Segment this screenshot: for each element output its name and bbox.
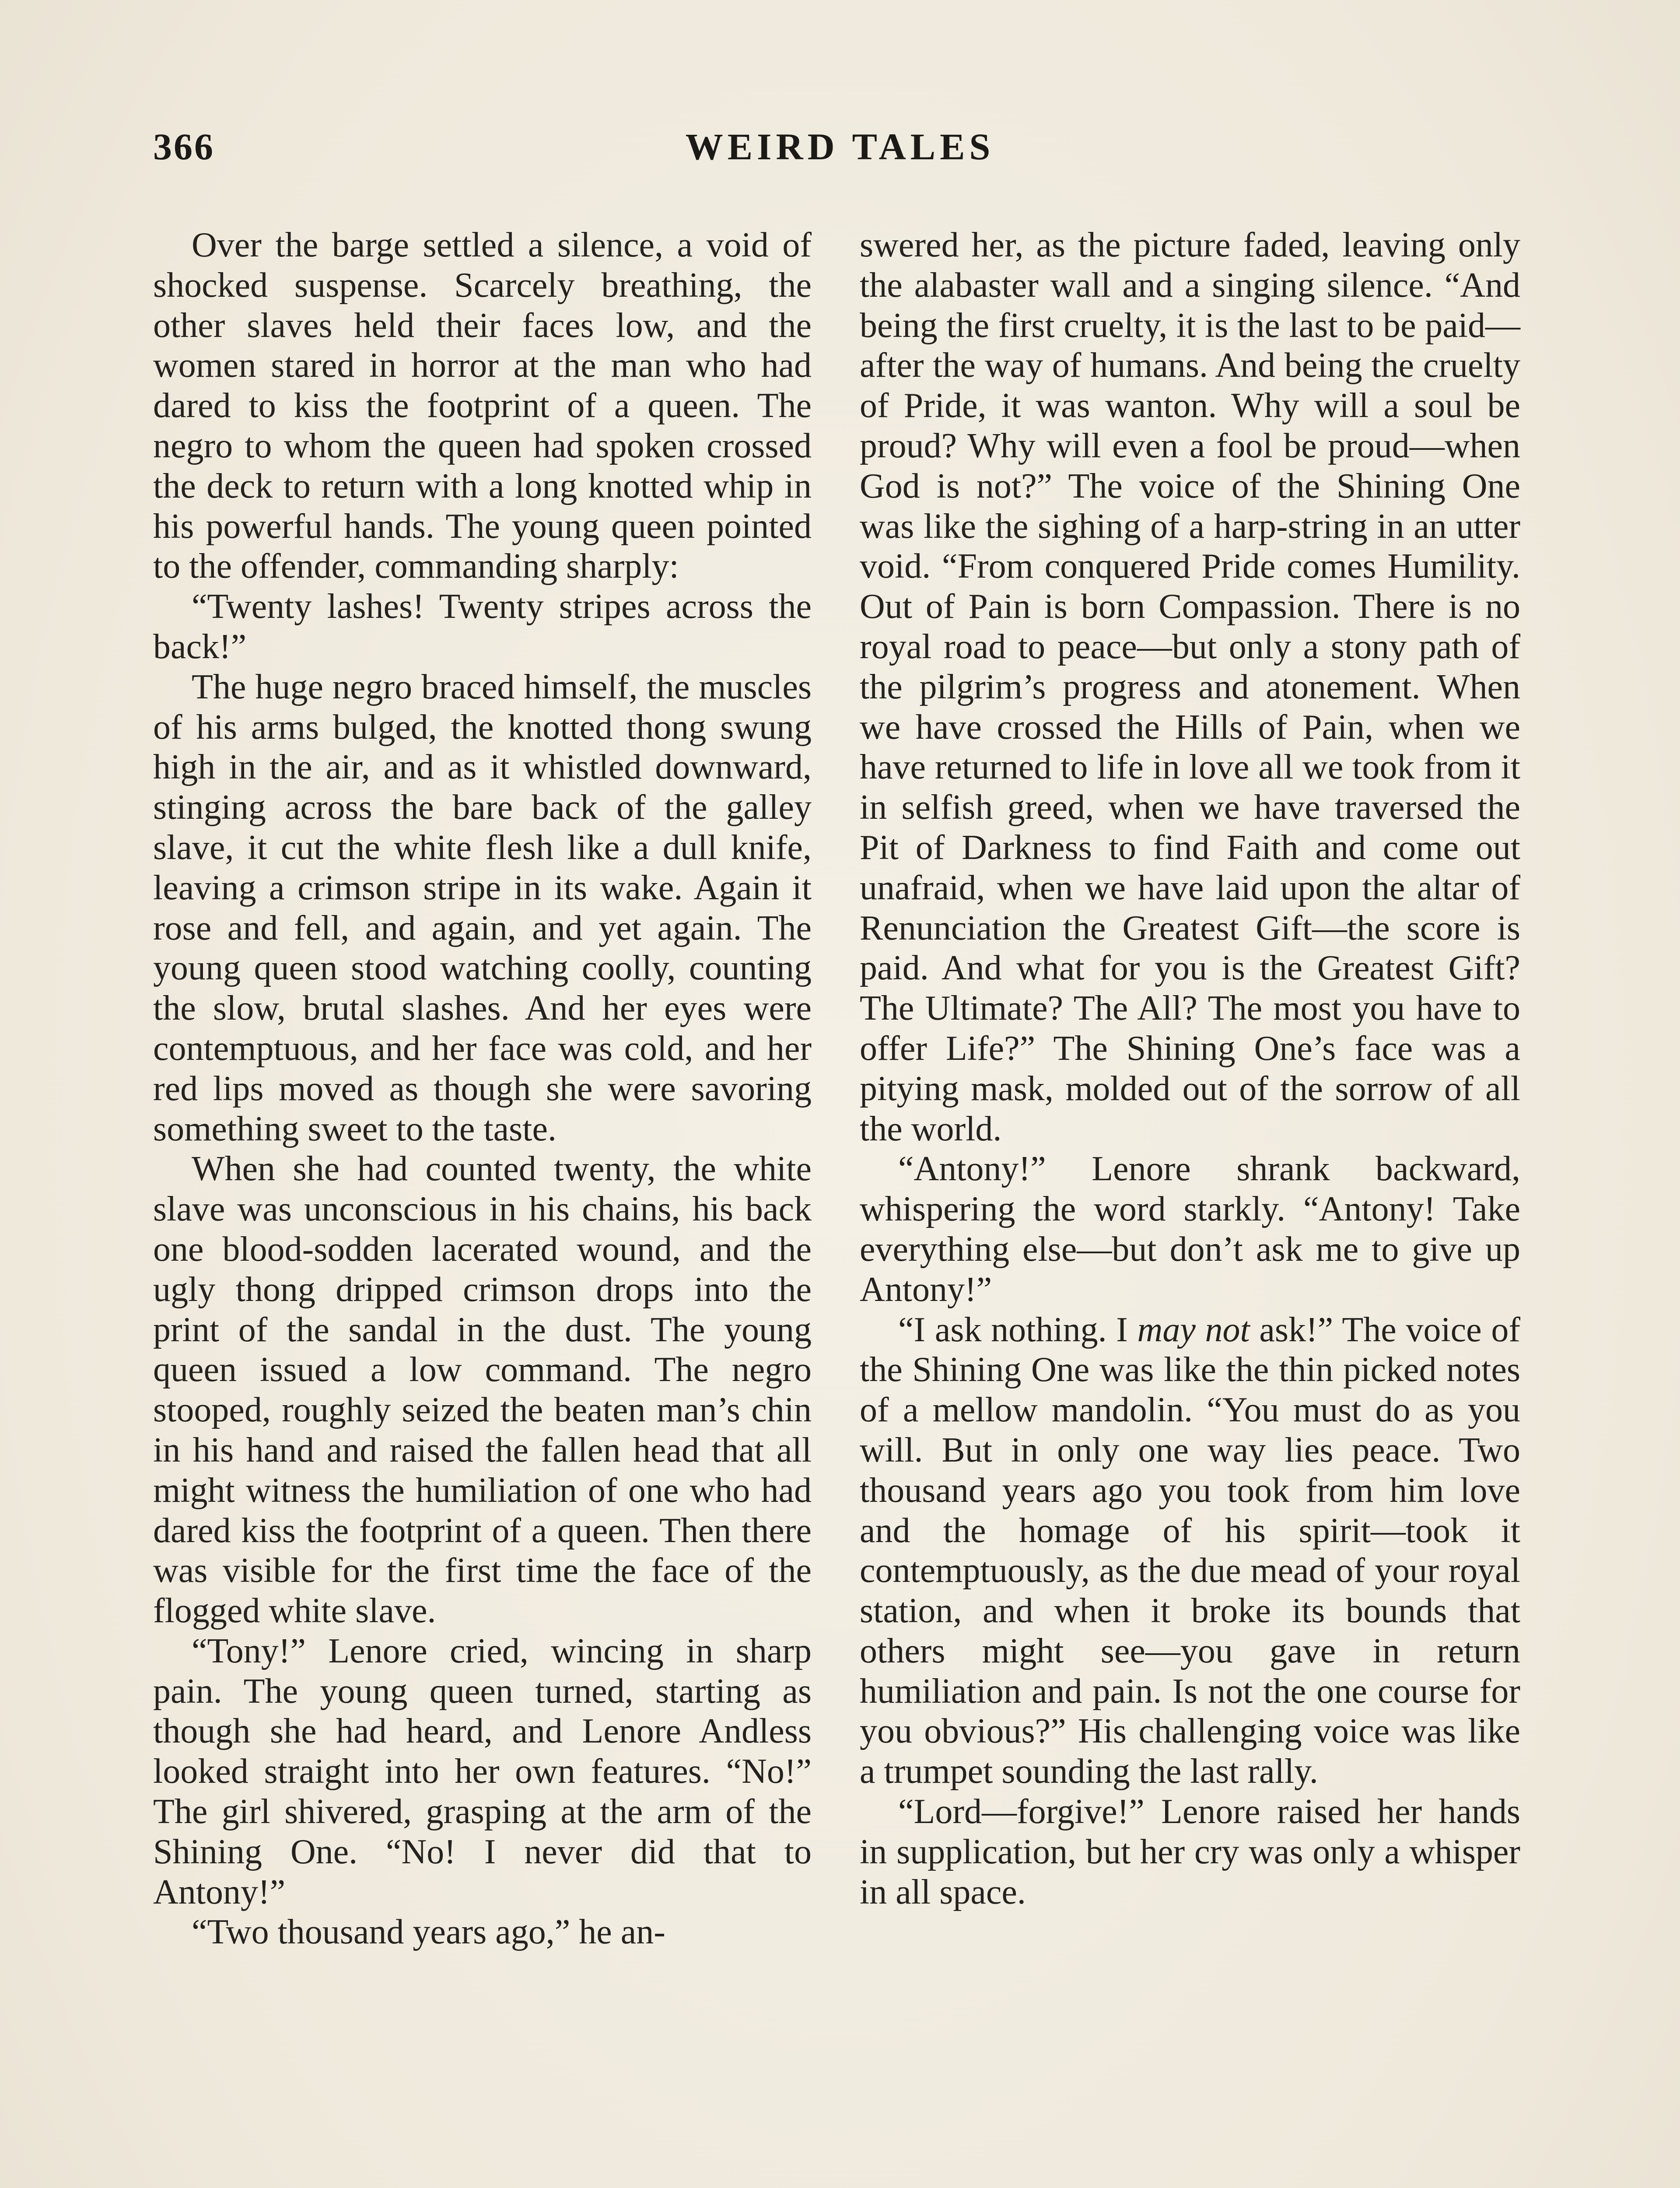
page-header: [153, 125, 1527, 173]
text-run: ask!” The voice of the Shining One was like the thin picked notes of a mellow mandolin. “You must do as you will. But in only one way lies peace. Two thousand years ago you took from him love and the homage of his spirit—took it contemptuously, as the due mead of your royal station, and when it broke its bounds that others might see—you gave in return humiliation and pain. Is not the one course for you obvious?” His challenging voice was like a trumpet sounding the last rally.: [860, 1310, 1520, 1791]
paragraph: Over the barge settled a silence, a void of shocked suspense. Scarcely breathing, the other slaves held their faces low, and the women stared in horror at the man who had dared to kiss the footprint of a queen. The negro to whom the queen had spoken crossed the deck to return with a long knotted whip in his powerful hands. The young queen pointed to the offender, commanding sharply:: [153, 226, 812, 586]
paragraph: “Two thousand years ago,” he an-: [192, 1913, 665, 1952]
paragraph: “Tony!” Lenore cried, wincing in sharp pain. The young queen turned, starting as though she had heard, and Lenore Andless looked straight into her own features. “No!” The girl shivered, grasping at the arm of the Shining One. “No! I never did that to Antony!”: [153, 1631, 812, 1911]
paragraph: [860, 1310, 1520, 1792]
paragraph: “Twenty lashes! Twenty stripes across the back!”: [153, 587, 812, 666]
text-run: “I ask nothing. I: [898, 1310, 1138, 1349]
italic-emphasis: may not: [1137, 1310, 1250, 1349]
paragraph-continued: swered her, as the picture faded, leaving only the alabaster wall and a singing silence. “And being the first cruelty, it is the last to be paid—after the way of humans. And being the cruelty of Pride, it was wanton. Why will a soul be proud? Why will even a fool be proud—when God is not?” The voice of the Shining One was like the sighing of a harp-string in an utter void. “From conquered Pride comes Humility. Out of Pain is born Compassion. There is no royal road to peace—but only a stony path of the pilgrim’s progress and atonement. When we have crossed the Hills of Pain, when we have returned to life in love all we took from it in selfish greed, when we have traversed the Pit of Darkness to find Faith and come out unafraid, when we have laid upon the altar of Renunciation the Greatest Gift—the score is paid. And what for you is the Greatest Gift? The Ultimate? The All? The most you have to offer Life?” The Shining One’s face was a pitying mask, molded out of the sorrow of all the world.: [860, 226, 1520, 1148]
right-column: [860, 225, 1520, 1912]
page-number: 366: [153, 126, 215, 168]
running-head: WEIRD TALES: [685, 126, 995, 168]
left-column: [153, 225, 812, 1953]
paragraph: “Lord—forgive!” Lenore raised her hands in supplication, but her cry was only a whisper in all space.: [860, 1792, 1520, 1911]
paragraph: The huge negro braced himself, the muscles of his arms bulged, the knotted thong swung high in the air, and as it whistled downward, stinging across the bare back of the galley slave, it cut the white flesh like a dull knife, leaving a crimson stripe in its wake. Again it rose and fell, and again, and yet again. The young queen stood watching coolly, counting the slow, brutal slashes. And her eyes were contemptuous, and her face was cold, and her red lips moved as though she were savoring something sweet to the taste.: [153, 667, 812, 1148]
paragraph: When she had counted twenty, the white slave was unconscious in his chains, his back one blood-sodden lacerated wound, and the ugly thong dripped crimson drops into the print of the sandal in the dust. The young queen issued a low command. The negro stooped, roughly seized the beaten man’s chin in his hand and raised the fallen head that all might witness the humiliation of one who had dared kiss the footprint of a queen. Then there was visible for the first time the face of the flogged white slave.: [153, 1150, 812, 1630]
paragraph: “Antony!” Lenore shrank backward, whispering the word starkly. “Antony! Take everything else—but don’t ask me to give up Antony!”: [860, 1150, 1520, 1309]
